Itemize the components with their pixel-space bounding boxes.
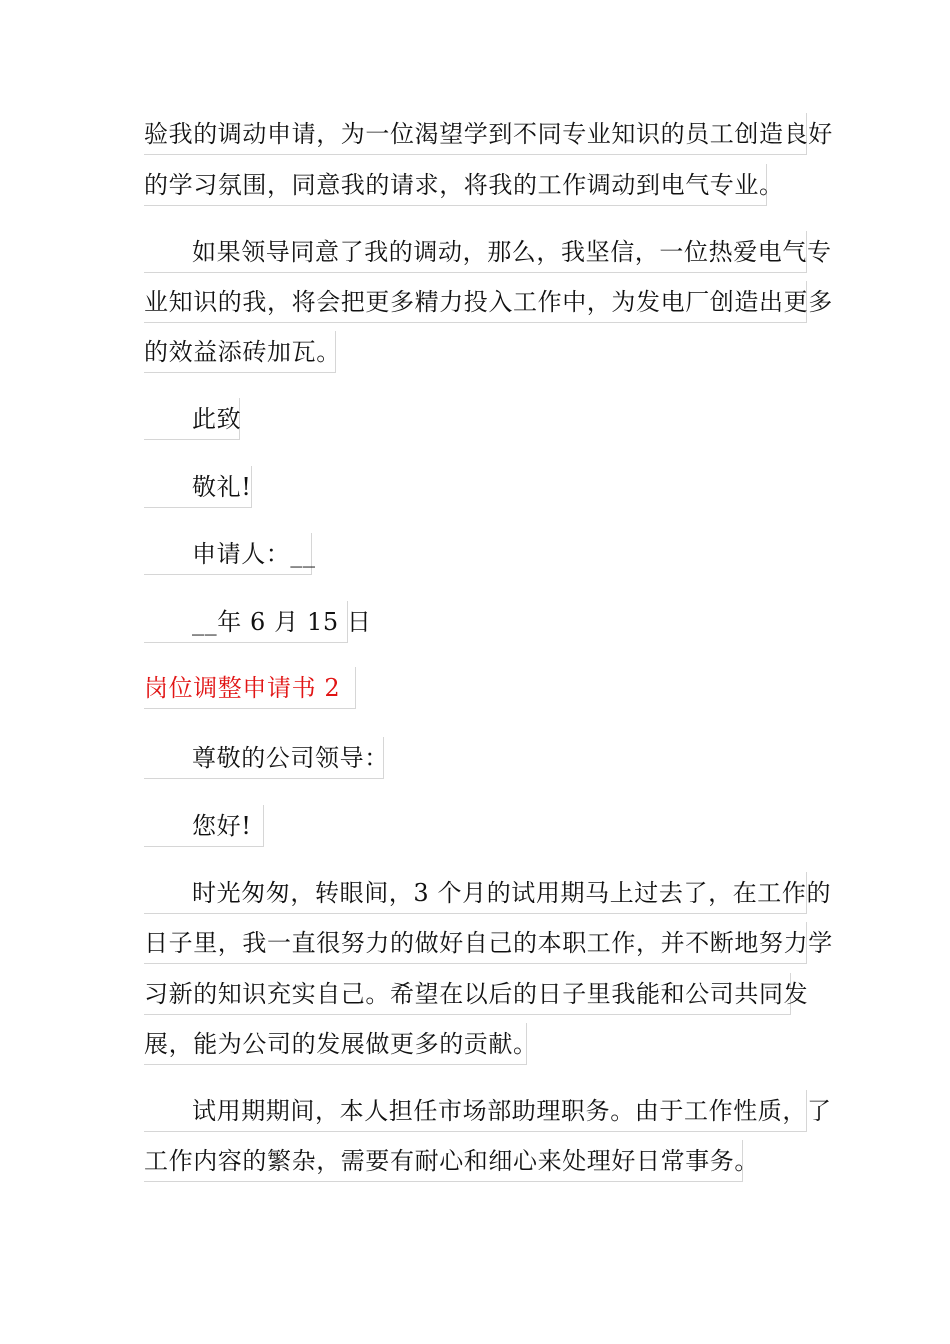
greeting-line: 您好! xyxy=(144,805,264,847)
applicant-line: 申请人：__ xyxy=(144,533,312,575)
paragraph-3-line-1: 时光匆匆，转眼间，3 个月的试用期马上过去了，在工作的 xyxy=(144,872,807,914)
paragraph-4-line-1: 试用期期间，本人担任市场部助理职务。由于工作性质，了 xyxy=(144,1090,807,1132)
paragraph-1-line-2: 的学习氛围，同意我的请求，将我的工作调动到电气专业。 xyxy=(144,164,767,206)
salutation-line: 尊敬的公司领导： xyxy=(144,737,384,779)
paragraph-2-line-2: 业知识的我，将会把更多精力投入工作中，为发电厂创造出更多 xyxy=(144,281,807,323)
paragraph-2-line-3: 的效益添砖加瓦。 xyxy=(144,331,336,373)
paragraph-4-line-2: 工作内容的繁杂，需要有耐心和细心来处理好日常事务。 xyxy=(144,1140,743,1182)
paragraph-3-line-2: 日子里，我一直很努力的做好自己的本职工作，并不断地努力学 xyxy=(144,922,807,964)
paragraph-3-line-3: 习新的知识充实自己。希望在以后的日子里我能和公司共同发 xyxy=(144,973,791,1015)
closing-line-2: 敬礼! xyxy=(144,466,252,508)
paragraph-2-line-1: 如果领导同意了我的调动，那么，我坚信，一位热爱电气专 xyxy=(144,231,807,273)
paragraph-1-line-1: 验我的调动申请，为一位渴望学到不同专业知识的员工创造良好 xyxy=(144,113,807,155)
section-heading: 岗位调整申请书 2 xyxy=(144,667,356,709)
paragraph-3-line-4: 展，能为公司的发展做更多的贡献。 xyxy=(144,1023,527,1065)
closing-line-1: 此致 xyxy=(144,398,240,440)
date-line: __年 6 月 15 日 xyxy=(144,601,348,643)
